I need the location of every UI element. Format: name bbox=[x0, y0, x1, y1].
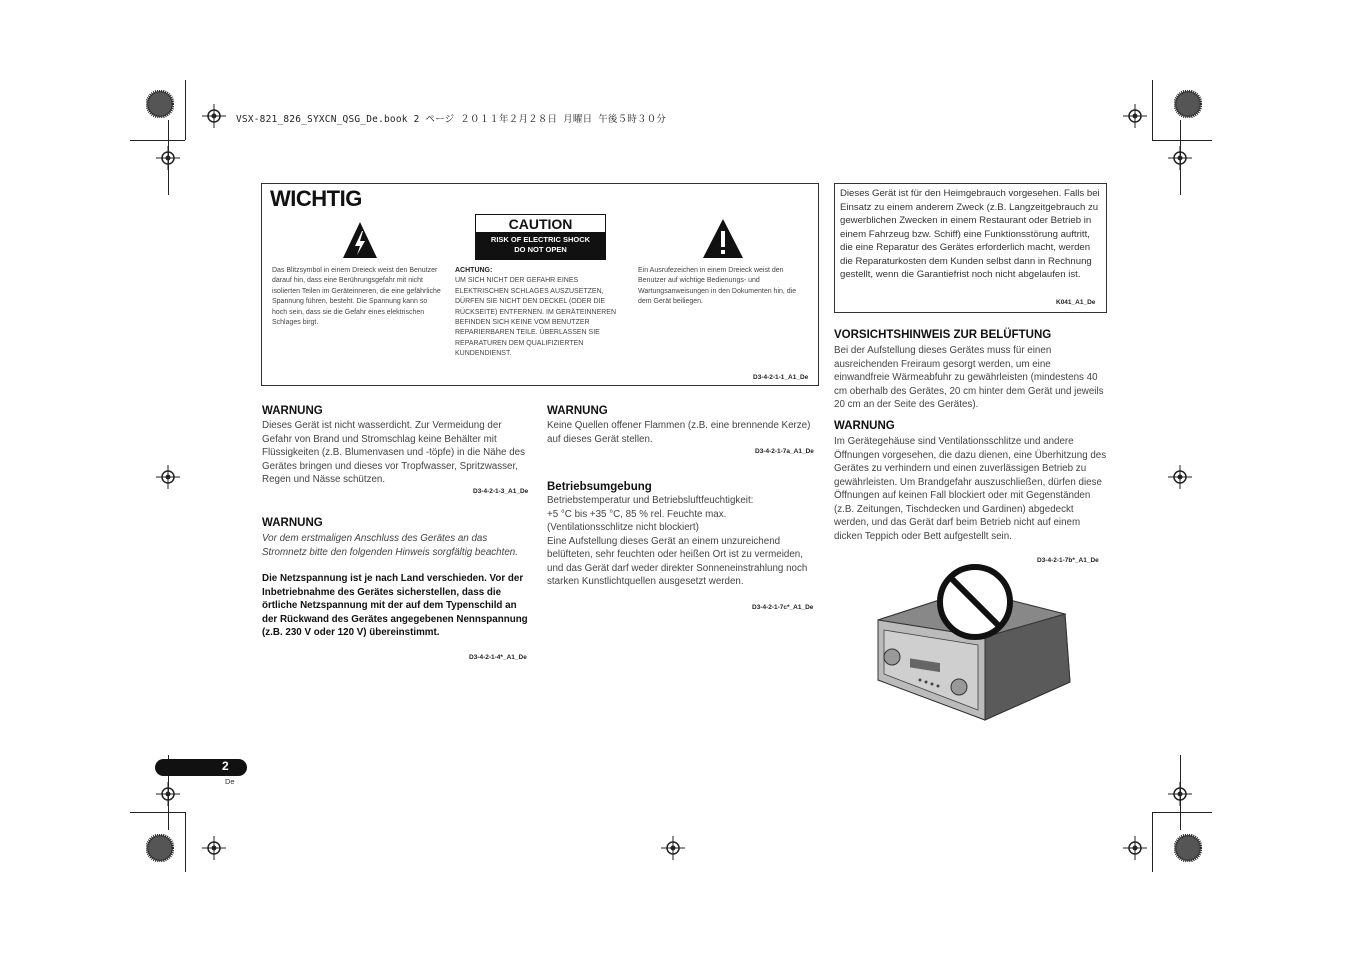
star-target-icon bbox=[146, 90, 174, 118]
home-use-notice-text: Dieses Gerät ist für den Heimgebrauch vorgesehen. Falls bei Einsatz zu einem anderem Zweck (z.B. Langzeitgebrauch zu gewerblichen Zwecken in einem Restaurant oder Betrieb in einem Fahrzeug bzw. Schiff) eine Funktionsstörung auftritt, die eine Reparatur des Gerätes erforderlich macht, werden die Reparaturkosten dem Kunden selbst dann in Rechnung gestellt, wenn die Garantiefrist noch nicht abgelaufen ist. bbox=[840, 188, 1100, 280]
page-number: 2 bbox=[222, 759, 229, 773]
registration-target-icon bbox=[156, 782, 180, 806]
environment-heading: Betriebsumgebung bbox=[547, 481, 652, 493]
caution-label bbox=[475, 214, 606, 260]
caution-subtitle bbox=[476, 232, 605, 259]
registration-target-icon bbox=[156, 465, 180, 489]
crop-line bbox=[185, 812, 186, 872]
registration-target-icon bbox=[1168, 146, 1192, 170]
registration-target-icon bbox=[661, 836, 685, 860]
reference-code: D3-4-2-1-4*_A1_De bbox=[469, 654, 527, 661]
environment-line: +5 °C bis +35 °C, 85 % rel. Feuchte max. bbox=[547, 508, 727, 520]
reference-code: D3-4-2-1-7a_A1_De bbox=[755, 448, 814, 455]
warning-heading: WARNUNG bbox=[547, 405, 608, 417]
crop-line bbox=[1152, 80, 1153, 140]
page-language: De bbox=[225, 777, 235, 786]
environment-line: Eine Aufstellung dieses Gerät an einem unzureichend belüfteten, sehr feuchten oder heißen Ort ist zu vermeiden, und das Gerät darf weder direkter Sonneneinstrahlung noch starken Kunstlichtquellen ausgesetzt werden. bbox=[547, 535, 808, 587]
water-warning-text: Dieses Gerät ist nicht wasserdicht. Zur Vermeidung der Gefahr von Brand und Stromschlag keine Behälter mit Flüssigkeiten (z.B. Blumenvasen und -töpfe) in die Nähe des Gerätes bringen und dieses vor Tropfwasser, Spritzwasser, Regen und Nässe schützen. bbox=[262, 420, 526, 485]
warning-heading: WARNUNG bbox=[262, 517, 323, 529]
page-number-pill bbox=[155, 759, 247, 776]
crop-line bbox=[1152, 812, 1153, 872]
flame-warning-text: Keine Quellen offener Flammen (z.B. eine brennende Kerze) auf dieses Gerät stellen. bbox=[547, 420, 811, 445]
star-target-icon bbox=[146, 834, 174, 862]
crop-line bbox=[130, 812, 185, 813]
reference-code: D3-4-2-1-1_A1_De bbox=[753, 374, 809, 381]
registration-target-icon bbox=[1168, 465, 1192, 489]
caution-sub-line: RISK OF ELECTRIC SHOCK bbox=[490, 235, 591, 244]
reference-code: D3-4-2-1-3_A1_De bbox=[473, 488, 529, 495]
ventilation-text: Bei der Aufstellung dieses Gerätes muss für einen ausreichenden Freiraum gesorgt werden, um eine einwandfreie Wärmeabfuhr zu gewährleisten (mindestens 40 cm oberhalb des Gerätes, 20 cm hinter dem Gerät und jeweils 20 cm an der Seite des Gerätes). bbox=[834, 345, 1104, 410]
environment-line: (Ventilationsschlitze nicht blockiert) bbox=[547, 522, 699, 533]
registration-target-icon bbox=[156, 146, 180, 170]
warning-heading: WARNUNG bbox=[834, 420, 895, 432]
reference-code: D3-4-2-1-7b*_A1_De bbox=[1037, 557, 1099, 564]
crop-line bbox=[1152, 140, 1212, 141]
ventilation-heading: VORSICHTSHINWEIS ZUR BELÜFTUNG bbox=[834, 329, 1052, 341]
star-target-icon bbox=[1174, 834, 1202, 862]
registration-target-icon bbox=[1123, 104, 1147, 128]
achtung-body: UM SICH NICHT DER GEFAHR EINES ELEKTRISCHEN SCHLAGES AUSZUSETZEN, DÜRFEN SIE NICHT DEN DECKEL (ODER DIE RÜCKSEITE) ENTFERNEN. IM GERÄTEINNEREN BEFINDEN SICH KEINE VOM BENUTZER REPARIERBAREN TEILE. ÜBERLASSEN SIE REPARATUREN DEM QUALIFIZIERTEN KUNDENDIENST. bbox=[455, 277, 617, 358]
crop-line bbox=[130, 140, 185, 141]
vent-block-warning-text: Im Gerätegehäuse sind Ventilationsschlitze und andere Öffnungen vorgesehen, die dazu dienen, eine Überhitzung des Gerätes zu verhindern und einen zuverlässigen Betrieb zu gewährleisten. Um Brandgefahr auszuschließen, dürfen diese Öffnungen auf keinen Fall blockiert oder mit Gegenständen (z.B. Zeitungen, Tischdecken und Gardinen) abgedeckt werden, und das Gerät darf beim Betrieb nicht auf einem dicken Teppich oder Bett aufgestellt sein. bbox=[834, 436, 1107, 542]
exclamation-warning-icon bbox=[702, 218, 744, 259]
environment-text bbox=[547, 494, 820, 589]
registration-target-icon bbox=[1168, 782, 1192, 806]
crop-line bbox=[185, 80, 186, 140]
book-file-header: VSX-821_826_SYXCN_QSG_De.book 2 ページ ２０１１年２月２８日 月曜日 午後５時３０分 bbox=[236, 114, 667, 125]
wichtig-title: WICHTIG bbox=[270, 186, 362, 211]
registration-target-icon bbox=[1123, 836, 1147, 860]
registration-target-icon bbox=[202, 104, 226, 128]
achtung-text bbox=[455, 266, 627, 360]
reference-code: K041_A1_De bbox=[1056, 299, 1096, 306]
reference-code: D3-4-2-1-7c*_A1_De bbox=[752, 604, 814, 611]
crop-line bbox=[1152, 812, 1212, 813]
exclamation-explanation: Ein Ausrufezeichen in einem Dreieck weist den Benutzer auf wichtige Bedienungs- und Wartungsanweisungen in den Dokumenten hin, die dem Gerät beiliegen. bbox=[638, 267, 797, 306]
voltage-warning-text: Die Netzspannung ist je nach Land verschieden. Vor der Inbetriebnahme des Gerätes sicherstellen, dass die örtliche Netzspannung mit der auf dem Typenschild an der Rückwand des Gerätes angegebenen Nennspannung (z.B. 230 V oder 120 V) übereinstimmt. bbox=[262, 573, 528, 638]
covered-receiver-illustration bbox=[870, 562, 1100, 724]
star-target-icon bbox=[1174, 90, 1202, 118]
voltage-intro-text: Vor dem erstmaligen Anschluss des Gerätes an das Stromnetz bitte den folgenden Hinweis sorgfältig beachten. bbox=[262, 533, 518, 558]
caution-title: CAUTION bbox=[476, 215, 605, 232]
lightning-warning-icon bbox=[342, 221, 378, 259]
lightning-explanation: Das Blitzsymbol in einem Dreieck weist den Benutzer darauf hin, dass eine Berührungsgefahr mit nicht isolierten Teilen im Geräteinneren, die eine gefährliche Spannung führen, besteht. Die Spannung kann so hoch sein, dass sie die Gefahr eines elektrischen Schlages birgt. bbox=[272, 267, 441, 327]
environment-line: Betriebstemperatur und Betriebsluftfeuchtigkeit: bbox=[547, 495, 754, 506]
registration-target-icon bbox=[202, 836, 226, 860]
achtung-label: ACHTUNG: bbox=[455, 267, 493, 274]
warning-heading: WARNUNG bbox=[262, 405, 323, 417]
caution-sub-line: DO NOT OPEN bbox=[514, 245, 567, 254]
